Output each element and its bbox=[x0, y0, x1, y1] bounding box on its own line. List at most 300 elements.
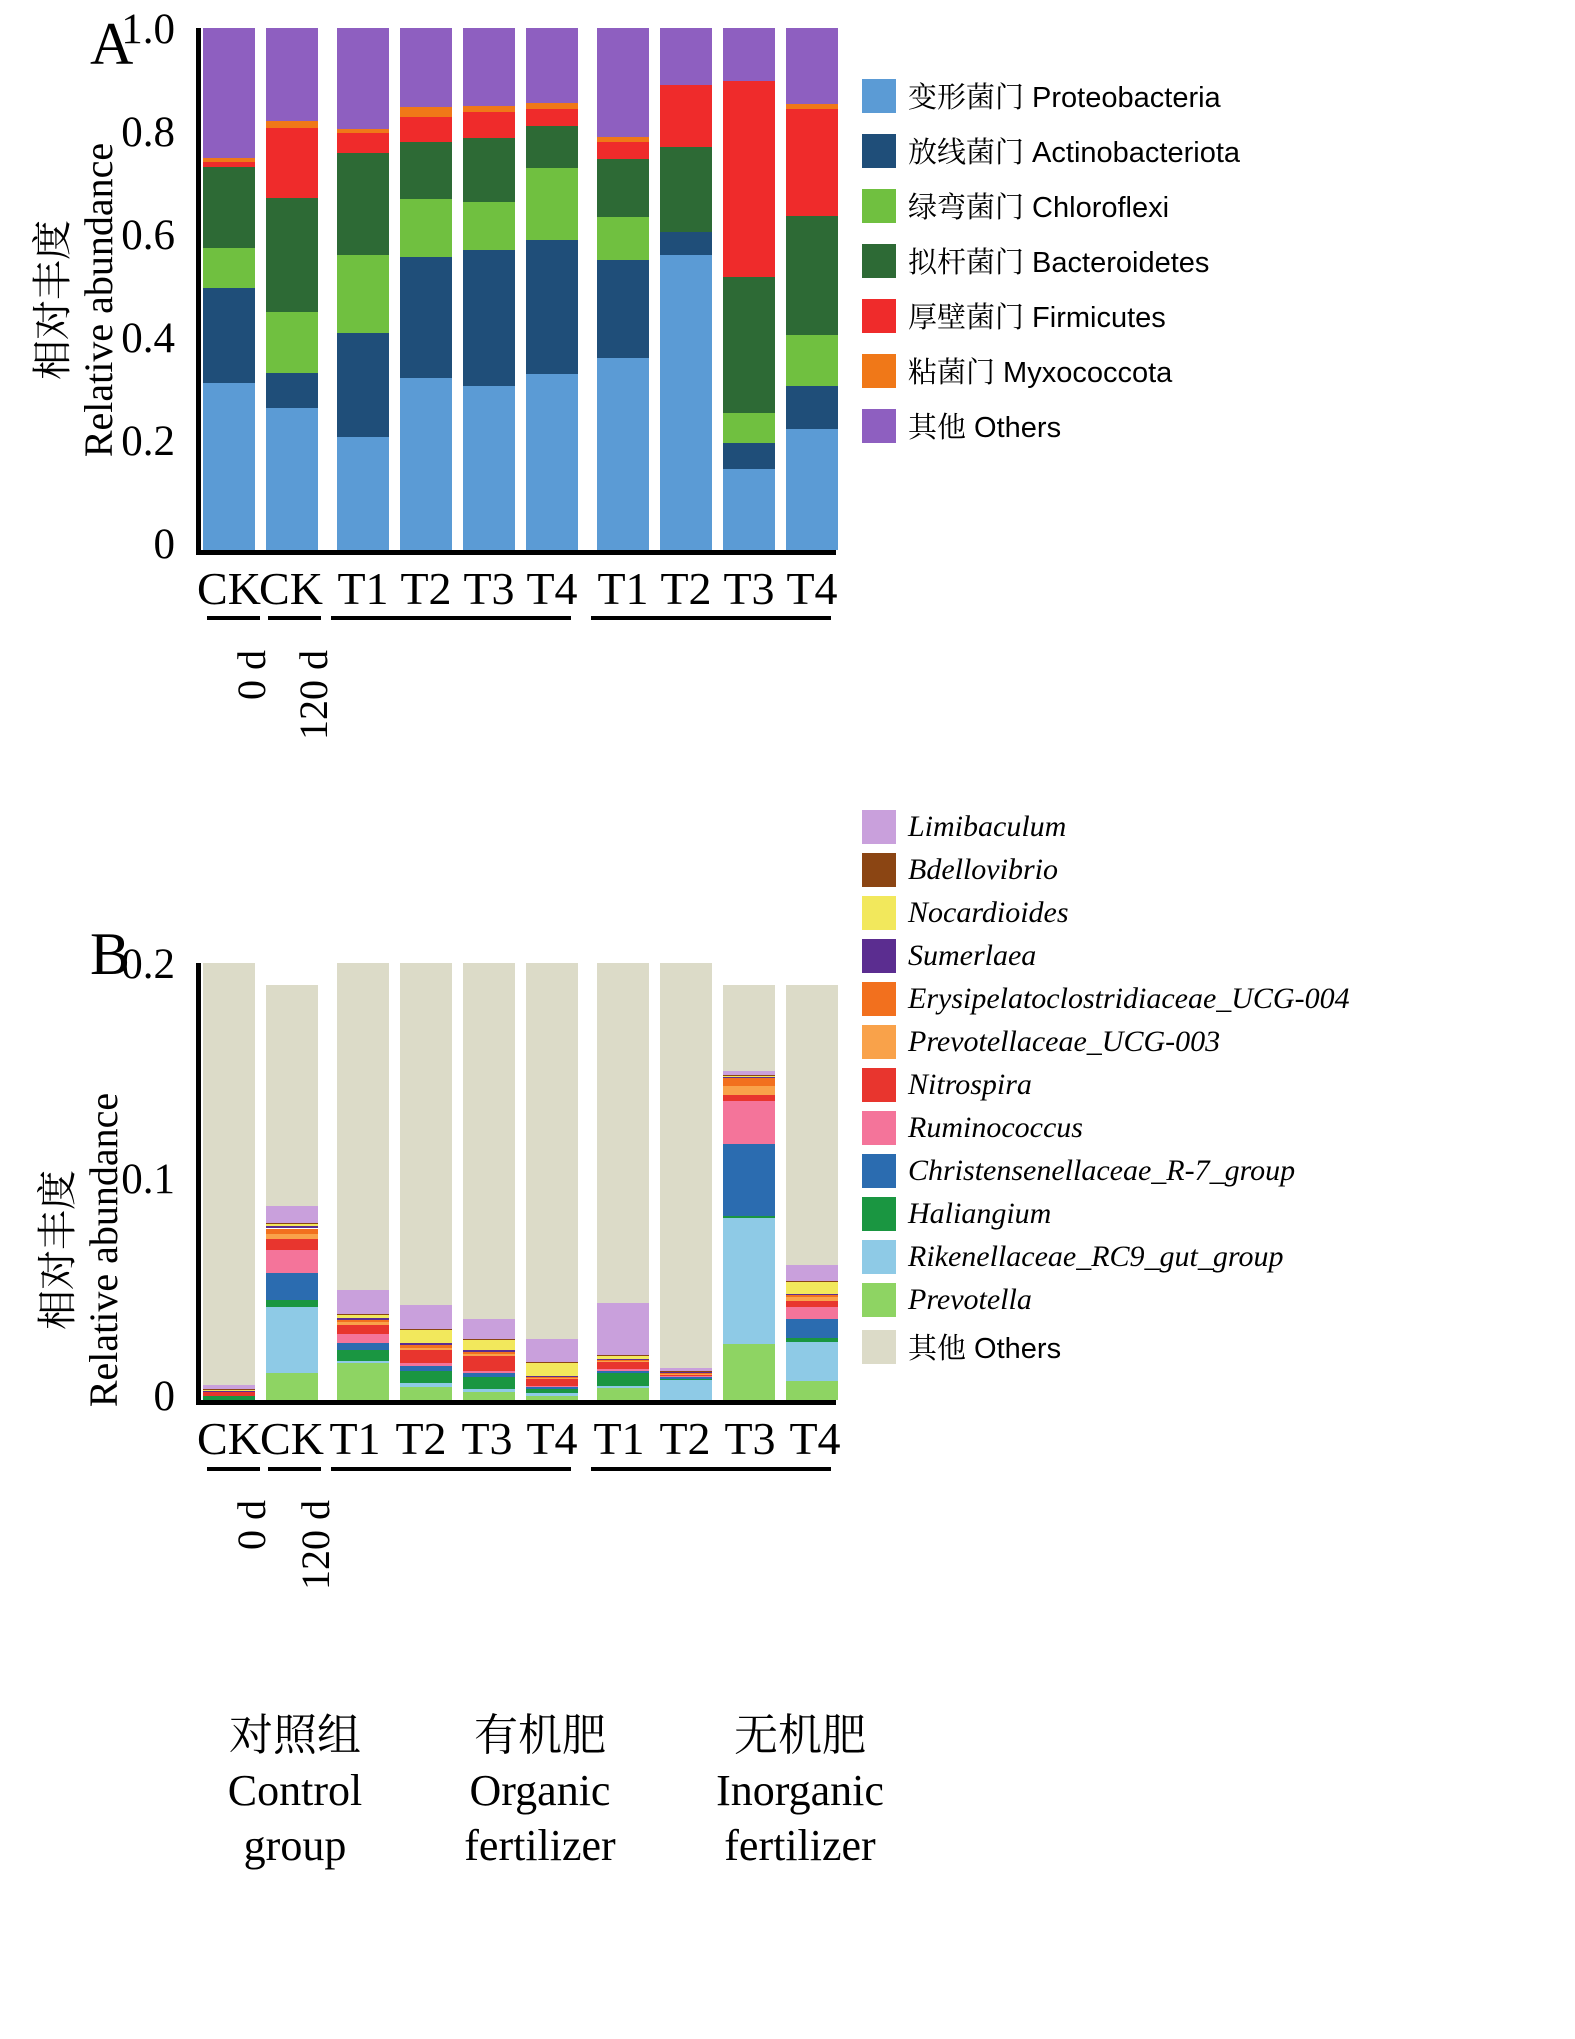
legend-item bbox=[862, 1025, 1350, 1059]
bar-segment bbox=[266, 1307, 318, 1373]
legend-item bbox=[862, 1068, 1350, 1102]
panel-a-underline-inorganic bbox=[591, 616, 831, 620]
bar-segment bbox=[400, 1330, 452, 1343]
bar-segment bbox=[597, 1369, 649, 1370]
bar-segment bbox=[203, 1392, 255, 1395]
legend-swatch bbox=[862, 810, 896, 844]
bar-segment bbox=[337, 129, 389, 133]
bar-segment bbox=[597, 142, 649, 159]
bar-segment bbox=[400, 1387, 452, 1400]
bar-segment bbox=[400, 963, 452, 1305]
legend-label: Nocardioides bbox=[908, 896, 1069, 929]
bar-segment bbox=[723, 1216, 775, 1217]
bar-segment bbox=[660, 1375, 712, 1376]
legend-item bbox=[862, 295, 1240, 336]
bar-segment bbox=[597, 137, 649, 142]
legend-label: Bdellovibrio bbox=[908, 853, 1058, 886]
bar-segment bbox=[400, 1348, 452, 1350]
bar-a-1 bbox=[266, 28, 318, 550]
bar-segment bbox=[786, 1294, 838, 1295]
bar-segment bbox=[337, 1315, 389, 1318]
panel-a-ytick-6: 0 bbox=[153, 521, 175, 568]
bar-segment bbox=[266, 1234, 318, 1239]
legend-swatch bbox=[862, 982, 896, 1016]
bar-segment bbox=[203, 1396, 255, 1400]
bar-segment bbox=[723, 1077, 775, 1078]
bar-segment bbox=[723, 1075, 775, 1076]
bar-segment bbox=[400, 1305, 452, 1329]
legend-swatch bbox=[862, 1025, 896, 1059]
legend-label: Sumerlaea bbox=[908, 939, 1037, 972]
panel-b-xtick-8: T3 bbox=[724, 1413, 776, 1464]
bar-segment bbox=[463, 250, 515, 386]
panel-a-xtick-6: T1 bbox=[597, 563, 649, 614]
panel-b-xtick-3: T2 bbox=[395, 1413, 447, 1464]
bar-segment bbox=[266, 1223, 318, 1224]
bar-segment bbox=[266, 1250, 318, 1273]
bar-a-3 bbox=[400, 28, 452, 550]
bar-segment bbox=[723, 28, 775, 81]
panel-b-xtick-1: CK bbox=[260, 1413, 324, 1464]
bar-segment bbox=[400, 28, 452, 107]
bar-segment bbox=[526, 1376, 578, 1377]
group-caption-inorganic-en2: fertilizer bbox=[724, 1821, 876, 1870]
bar-segment bbox=[266, 985, 318, 1206]
legend-item bbox=[862, 1197, 1350, 1231]
bar-segment bbox=[203, 963, 255, 1385]
bar-segment bbox=[660, 1372, 712, 1373]
panel-b-underline-inorganic bbox=[591, 1467, 831, 1471]
group-caption-inorganic-en1: Inorganic bbox=[716, 1766, 884, 1815]
panel-a-xtick-3: T2 bbox=[400, 563, 452, 614]
bar-segment bbox=[337, 437, 389, 550]
legend-label: 拟杆菌门 Bacteroidetes bbox=[908, 247, 1210, 279]
bar-segment bbox=[526, 1378, 578, 1379]
group-caption-organic-en2: fertilizer bbox=[464, 1821, 616, 1870]
bar-segment bbox=[400, 1371, 452, 1383]
bar-segment bbox=[526, 374, 578, 550]
bar-segment bbox=[337, 1350, 389, 1361]
bar-segment bbox=[597, 1356, 649, 1358]
bar-b-9 bbox=[786, 963, 838, 1400]
bar-segment bbox=[786, 216, 838, 335]
bar-segment bbox=[660, 1374, 712, 1375]
panel-a-xtick-4: T3 bbox=[463, 563, 515, 614]
bar-segment bbox=[526, 103, 578, 109]
bar-segment bbox=[337, 1314, 389, 1315]
legend-swatch bbox=[862, 1111, 896, 1145]
bar-segment bbox=[786, 386, 838, 429]
legend-swatch bbox=[862, 409, 896, 443]
panel-a-time-0d: 0 d bbox=[229, 650, 274, 700]
group-caption-organic-cn: 有机肥 bbox=[474, 1711, 606, 1760]
bar-segment bbox=[463, 1389, 515, 1392]
legend-swatch bbox=[862, 79, 896, 113]
bar-segment bbox=[463, 138, 515, 202]
panel-a-underline-organic bbox=[331, 616, 571, 620]
bar-a-5 bbox=[526, 28, 578, 550]
bar-segment bbox=[400, 1383, 452, 1387]
bar-segment bbox=[400, 1343, 452, 1345]
bar-segment bbox=[786, 1301, 838, 1308]
legend-item bbox=[862, 240, 1240, 281]
panel-a-xtick-9: T4 bbox=[786, 563, 838, 614]
legend-item bbox=[862, 350, 1240, 391]
bar-segment bbox=[400, 378, 452, 550]
bar-segment bbox=[266, 1224, 318, 1226]
bar-segment bbox=[400, 1329, 452, 1330]
bar-segment bbox=[337, 255, 389, 333]
legend-item bbox=[862, 896, 1350, 930]
legend-item bbox=[862, 1283, 1350, 1317]
bar-a-4 bbox=[463, 28, 515, 550]
bar-segment bbox=[266, 312, 318, 373]
legend-label: Erysipelatoclostridiaceae_UCG-004 bbox=[908, 982, 1350, 1015]
bar-b-1 bbox=[266, 963, 318, 1400]
legend-swatch bbox=[862, 853, 896, 887]
bar-segment bbox=[400, 1350, 452, 1363]
bar-segment bbox=[597, 1388, 649, 1400]
bar-segment bbox=[337, 963, 389, 1290]
panel-b-ytick-1: 0.2 bbox=[121, 941, 175, 988]
panel-b-underline-0d bbox=[207, 1467, 260, 1471]
bar-segment bbox=[660, 85, 712, 147]
bar-segment bbox=[526, 963, 578, 1339]
bar-b-3 bbox=[400, 963, 452, 1400]
legend-label: Christensenellaceae_R-7_group bbox=[908, 1154, 1296, 1187]
bar-segment bbox=[786, 1381, 838, 1400]
bar-segment bbox=[723, 413, 775, 443]
bar-segment bbox=[526, 1377, 578, 1378]
panel-a-xtick-8: T3 bbox=[723, 563, 775, 614]
bar-segment bbox=[597, 1359, 649, 1360]
bar-segment bbox=[266, 1239, 318, 1250]
legend-item bbox=[862, 185, 1240, 226]
panel-a-y-axis-title-cn: 相对丰度 bbox=[30, 220, 75, 380]
bar-segment bbox=[597, 1371, 649, 1373]
panel-b-xtick-9: T4 bbox=[789, 1413, 841, 1464]
bar-segment bbox=[723, 1218, 775, 1345]
panel-b-y-axis-title-cn: 相对丰度 bbox=[35, 1170, 80, 1330]
bar-segment bbox=[660, 963, 712, 1368]
legend-swatch bbox=[862, 1283, 896, 1317]
bar-segment bbox=[597, 1355, 649, 1356]
bar-segment bbox=[203, 1391, 255, 1392]
bar-b-7 bbox=[660, 963, 712, 1400]
bar-segment bbox=[526, 1379, 578, 1386]
legend-item bbox=[862, 1154, 1350, 1188]
panel-b-xtick-0: CK bbox=[197, 1413, 261, 1464]
panel-a-plot-area bbox=[201, 28, 836, 550]
bar-segment bbox=[786, 1319, 838, 1338]
bar-segment bbox=[660, 1380, 712, 1400]
bar-segment bbox=[526, 168, 578, 240]
bar-segment bbox=[266, 121, 318, 127]
panel-a-xtick-2: T1 bbox=[337, 563, 389, 614]
legend-item bbox=[862, 1240, 1350, 1274]
bar-segment bbox=[723, 443, 775, 469]
legend-label: Prevotellaceae_UCG-003 bbox=[908, 1025, 1221, 1058]
bar-segment bbox=[597, 963, 649, 1303]
bar-segment bbox=[786, 1338, 838, 1342]
bar-a-9 bbox=[786, 28, 838, 550]
bar-segment bbox=[786, 335, 838, 386]
panel-a-ytick-1: 1.0 bbox=[121, 6, 175, 53]
bar-segment bbox=[266, 1373, 318, 1400]
legend-item bbox=[862, 1111, 1350, 1145]
bar-segment bbox=[337, 153, 389, 255]
bar-segment bbox=[526, 1386, 578, 1387]
bar-segment bbox=[526, 1387, 578, 1389]
bar-a-7 bbox=[660, 28, 712, 550]
legend-label: 放线菌门 Actinobacteriota bbox=[908, 137, 1241, 169]
panel-b-time-120d: 120 d bbox=[293, 1500, 338, 1590]
bar-segment bbox=[660, 232, 712, 255]
bar-segment bbox=[526, 1362, 578, 1363]
bar-segment bbox=[723, 1086, 775, 1095]
bar-segment bbox=[203, 1385, 255, 1389]
bar-segment bbox=[463, 1350, 515, 1352]
bar-segment bbox=[266, 28, 318, 121]
bar-segment bbox=[337, 1322, 389, 1324]
bar-segment bbox=[597, 217, 649, 260]
panel-a-y-axis-title-en: Relative abundance bbox=[76, 142, 121, 458]
bar-segment bbox=[463, 1340, 515, 1350]
bar-segment bbox=[203, 28, 255, 158]
bar-segment bbox=[203, 158, 255, 162]
panel-a-x-axis bbox=[196, 550, 836, 555]
legend-swatch bbox=[862, 1068, 896, 1102]
group-caption-control-en1: Control bbox=[227, 1766, 363, 1815]
bar-segment bbox=[597, 1386, 649, 1388]
bar-segment bbox=[526, 1396, 578, 1400]
bar-a-6 bbox=[597, 28, 649, 550]
panel-a-ytick-2: 0.8 bbox=[121, 109, 175, 156]
bar-segment bbox=[463, 1371, 515, 1373]
legend-swatch bbox=[862, 354, 896, 388]
bar-segment bbox=[526, 1363, 578, 1376]
bar-segment bbox=[597, 1373, 649, 1386]
bar-segment bbox=[266, 1273, 318, 1299]
bar-segment bbox=[786, 1297, 838, 1300]
bar-b-4 bbox=[463, 963, 515, 1400]
bar-segment bbox=[400, 1366, 452, 1370]
group-caption-organic bbox=[415, 1708, 665, 1873]
bar-segment bbox=[723, 81, 775, 277]
panel-b-xtick-7: T2 bbox=[659, 1413, 711, 1464]
panel-a-underline-120d bbox=[268, 616, 321, 620]
legend-swatch bbox=[862, 1330, 896, 1364]
bar-b-6 bbox=[597, 963, 649, 1400]
bar-segment bbox=[526, 28, 578, 103]
bar-segment bbox=[463, 112, 515, 138]
bar-segment bbox=[463, 202, 515, 250]
panel-a-xtick-5: T4 bbox=[526, 563, 578, 614]
panel-b-xtick-4: T3 bbox=[461, 1413, 513, 1464]
legend-item bbox=[862, 982, 1350, 1016]
bar-segment bbox=[337, 1290, 389, 1314]
bar-segment bbox=[660, 1371, 712, 1372]
bar-segment bbox=[526, 126, 578, 169]
bar-segment bbox=[786, 28, 838, 104]
bar-b-5 bbox=[526, 963, 578, 1400]
legend-item bbox=[862, 405, 1240, 446]
legend-label: 变形菌门 Proteobacteria bbox=[908, 82, 1221, 114]
bar-segment bbox=[723, 1101, 775, 1145]
bar-segment bbox=[463, 963, 515, 1319]
bar-segment bbox=[597, 1360, 649, 1361]
legend-label: 粘菌门 Myxococcota bbox=[908, 357, 1173, 389]
legend-label: 绿弯菌门 Chloroflexi bbox=[908, 192, 1170, 224]
legend-label: Limibaculum bbox=[908, 810, 1067, 843]
bar-segment bbox=[723, 1076, 775, 1077]
bar-segment bbox=[400, 1363, 452, 1366]
bar-segment bbox=[203, 383, 255, 550]
bar-b-0 bbox=[203, 963, 255, 1400]
legend-swatch bbox=[862, 939, 896, 973]
bar-segment bbox=[337, 333, 389, 437]
group-caption-inorganic bbox=[665, 1708, 935, 1873]
bar-segment bbox=[266, 1300, 318, 1308]
panel-b-xtick-2: T1 bbox=[329, 1413, 381, 1464]
bar-segment bbox=[786, 1281, 838, 1282]
bar-segment bbox=[723, 985, 775, 1071]
bar-segment bbox=[203, 248, 255, 288]
legend-label: Ruminococcus bbox=[908, 1111, 1083, 1144]
bar-segment bbox=[597, 1303, 649, 1355]
bar-segment bbox=[266, 1229, 318, 1234]
bar-segment bbox=[660, 28, 712, 85]
legend-item bbox=[862, 810, 1350, 844]
bar-segment bbox=[786, 1342, 838, 1381]
bar-segment bbox=[660, 1379, 712, 1380]
bar-a-8 bbox=[723, 28, 775, 550]
panel-a-ytick-3: 0.6 bbox=[121, 212, 175, 259]
group-caption-organic-en1: Organic bbox=[469, 1766, 611, 1815]
bar-segment bbox=[660, 1376, 712, 1377]
legend-label: Nitrospira bbox=[908, 1068, 1032, 1101]
panel-b-letter: B bbox=[90, 921, 131, 987]
panel-b-underline-organic bbox=[331, 1467, 571, 1471]
bar-segment bbox=[463, 1319, 515, 1339]
bar-segment bbox=[660, 1377, 712, 1379]
bar-segment bbox=[203, 1390, 255, 1391]
legend-label: Haliangium bbox=[908, 1197, 1052, 1230]
bar-segment bbox=[400, 142, 452, 199]
panel-b-time-0d: 0 d bbox=[229, 1500, 274, 1550]
bar-segment bbox=[786, 985, 838, 1265]
group-caption-control-en2: group bbox=[243, 1821, 347, 1870]
bar-segment bbox=[786, 429, 838, 550]
bar-segment bbox=[463, 106, 515, 112]
legend-label: 厚壁菌门 Firmicutes bbox=[908, 302, 1166, 334]
bar-segment bbox=[526, 1339, 578, 1362]
bar-segment bbox=[597, 159, 649, 217]
legend-label: 其他 Others bbox=[908, 412, 1062, 444]
group-caption-inorganic-cn: 无机肥 bbox=[734, 1711, 866, 1760]
panel-a-underline-0d bbox=[207, 616, 260, 620]
group-caption-control bbox=[180, 1708, 410, 1873]
bar-segment bbox=[463, 1352, 515, 1354]
bar-segment bbox=[337, 1343, 389, 1350]
panel-a-xtick-1: CK bbox=[259, 563, 323, 614]
bar-segment bbox=[660, 255, 712, 550]
legend-swatch bbox=[862, 1240, 896, 1274]
legend-swatch bbox=[862, 896, 896, 930]
bar-segment bbox=[597, 28, 649, 137]
bar-segment bbox=[400, 1345, 452, 1347]
panel-b-y-axis-title-en: Relative abundance bbox=[81, 1092, 126, 1408]
bar-segment bbox=[463, 1339, 515, 1340]
panel-b-ytick-3: 0 bbox=[153, 1373, 175, 1420]
bar-segment bbox=[203, 1389, 255, 1390]
bar-segment bbox=[723, 469, 775, 550]
bar-segment bbox=[463, 1373, 515, 1377]
bar-segment bbox=[597, 1362, 649, 1370]
bar-segment bbox=[463, 386, 515, 550]
bar-segment bbox=[337, 1325, 389, 1335]
bar-segment bbox=[337, 1320, 389, 1322]
panel-b-xtick-6: T1 bbox=[593, 1413, 645, 1464]
bar-segment bbox=[526, 109, 578, 126]
legend-swatch bbox=[862, 1154, 896, 1188]
bar-segment bbox=[463, 1392, 515, 1400]
panel-b-legend bbox=[862, 810, 1350, 1376]
panel-b-underline-120d bbox=[268, 1467, 321, 1471]
panel-a-xtick-0: CK bbox=[197, 563, 261, 614]
bar-segment bbox=[660, 147, 712, 232]
panel-a-ytick-5: 0.2 bbox=[121, 418, 175, 465]
bar-segment bbox=[723, 1071, 775, 1075]
legend-label: 其他 Others bbox=[908, 1333, 1062, 1365]
legend-swatch bbox=[862, 244, 896, 278]
legend-label: Rikenellaceae_RC9_gut_group bbox=[908, 1240, 1284, 1273]
bar-a-0 bbox=[203, 28, 255, 550]
bar-segment bbox=[337, 1363, 389, 1400]
bar-segment bbox=[723, 1095, 775, 1100]
bar-segment bbox=[266, 373, 318, 408]
bar-b-8 bbox=[723, 963, 775, 1400]
legend-label: Prevotella bbox=[908, 1283, 1032, 1316]
legend-swatch bbox=[862, 1197, 896, 1231]
bar-segment bbox=[597, 260, 649, 358]
panel-a-letter: A bbox=[90, 11, 134, 77]
legend-item bbox=[862, 130, 1240, 171]
legend-swatch bbox=[862, 299, 896, 333]
bar-b-2 bbox=[337, 963, 389, 1400]
legend-item bbox=[862, 853, 1350, 887]
group-caption-control-cn: 对照组 bbox=[229, 1711, 361, 1760]
panel-a-legend bbox=[862, 75, 1240, 460]
bar-segment bbox=[400, 199, 452, 256]
bar-segment bbox=[203, 167, 255, 248]
bar-segment bbox=[463, 1354, 515, 1356]
legend-item bbox=[862, 939, 1350, 973]
bar-segment bbox=[266, 408, 318, 550]
bar-segment bbox=[337, 1334, 389, 1343]
bar-segment bbox=[337, 1318, 389, 1320]
bar-segment bbox=[400, 257, 452, 378]
panel-b-ytick-2: 0.1 bbox=[121, 1156, 175, 1203]
panel-a-xtick-7: T2 bbox=[660, 563, 712, 614]
bar-a-2 bbox=[337, 28, 389, 550]
bar-segment bbox=[786, 104, 838, 109]
bar-segment bbox=[723, 1144, 775, 1216]
bar-segment bbox=[463, 1377, 515, 1389]
bar-segment bbox=[786, 1295, 838, 1297]
bar-segment bbox=[337, 1361, 389, 1363]
bar-segment bbox=[400, 117, 452, 142]
